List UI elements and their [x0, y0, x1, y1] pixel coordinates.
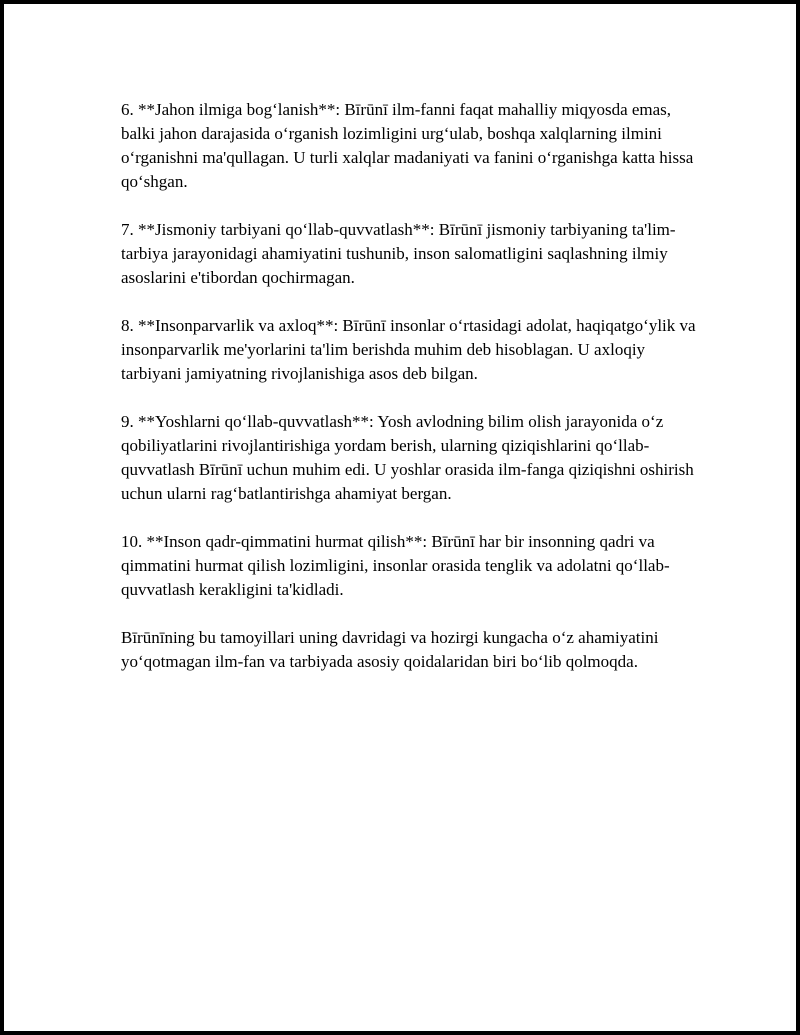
document-body: [121, 98, 701, 698]
paragraph-principle-6: 6. **Jahon ilmiga bog‘lanish**: Bīrūnī ilm-fanni faqat mahalliy miqyosda emas, balki jahon darajasida o‘rganish lozimligini urg‘ulab, boshqa xalqlarning ilmini o‘rganishni ma'qullagan. U turli xalqlar madaniyati va fanini o‘rganishga katta hissa qo‘shgan.: [121, 100, 694, 191]
paragraph-principle-10: 10. **Inson qadr-qimmatini hurmat qilish**: Bīrūnī har bir insonning qadri va qimmatini hurmat qilish lozimligini, insonlar orasida tenglik va adolatni qo‘llab-quvvatlash kerakligini ta'kidladi.: [121, 532, 670, 599]
paragraph-principle-8: 8. **Insonparvarlik va axloq**: Bīrūnī insonlar o‘rtasidagi adolat, haqiqatgo‘ylik va insonparvarlik me'yorlarini ta'lim berishda muhim deb hisoblagan. U axloqiy tarbiyani jamiyatning rivojlanishiga asos deb bilgan.: [121, 316, 696, 383]
paragraph-principle-9: 9. **Yoshlarni qo‘llab-quvvatlash**: Yosh avlodning bilim olish jarayonida o‘z qobiliyatlarini rivojlantirishiga yordam berish, ularning qiziqishlarini qo‘llab-quvvatlash Bīrūnī uchun muhim edi. U yoshlar orasida ilm-fanga qiziqishni oshirish uchun ularni rag‘batlantirishga ahamiyat bergan.: [121, 412, 694, 503]
paragraph-conclusion: Bīrūnīning bu tamoyillari uning davridagi va hozirgi kungacha o‘z ahamiyatini yo‘qotmagan ilm-fan va tarbiyada asosiy qoidalaridan biri bo‘lib qolmoqda.: [121, 628, 659, 671]
paragraph-principle-7: 7. **Jismoniy tarbiyani qo‘llab-quvvatlash**: Bīrūnī jismoniy tarbiyaning ta'lim-tarbiya jarayonidagi ahamiyatini tushunib, inson salomatligini saqlashning ilmiy asoslarini e'tibordan qochirmagan.: [121, 220, 676, 287]
